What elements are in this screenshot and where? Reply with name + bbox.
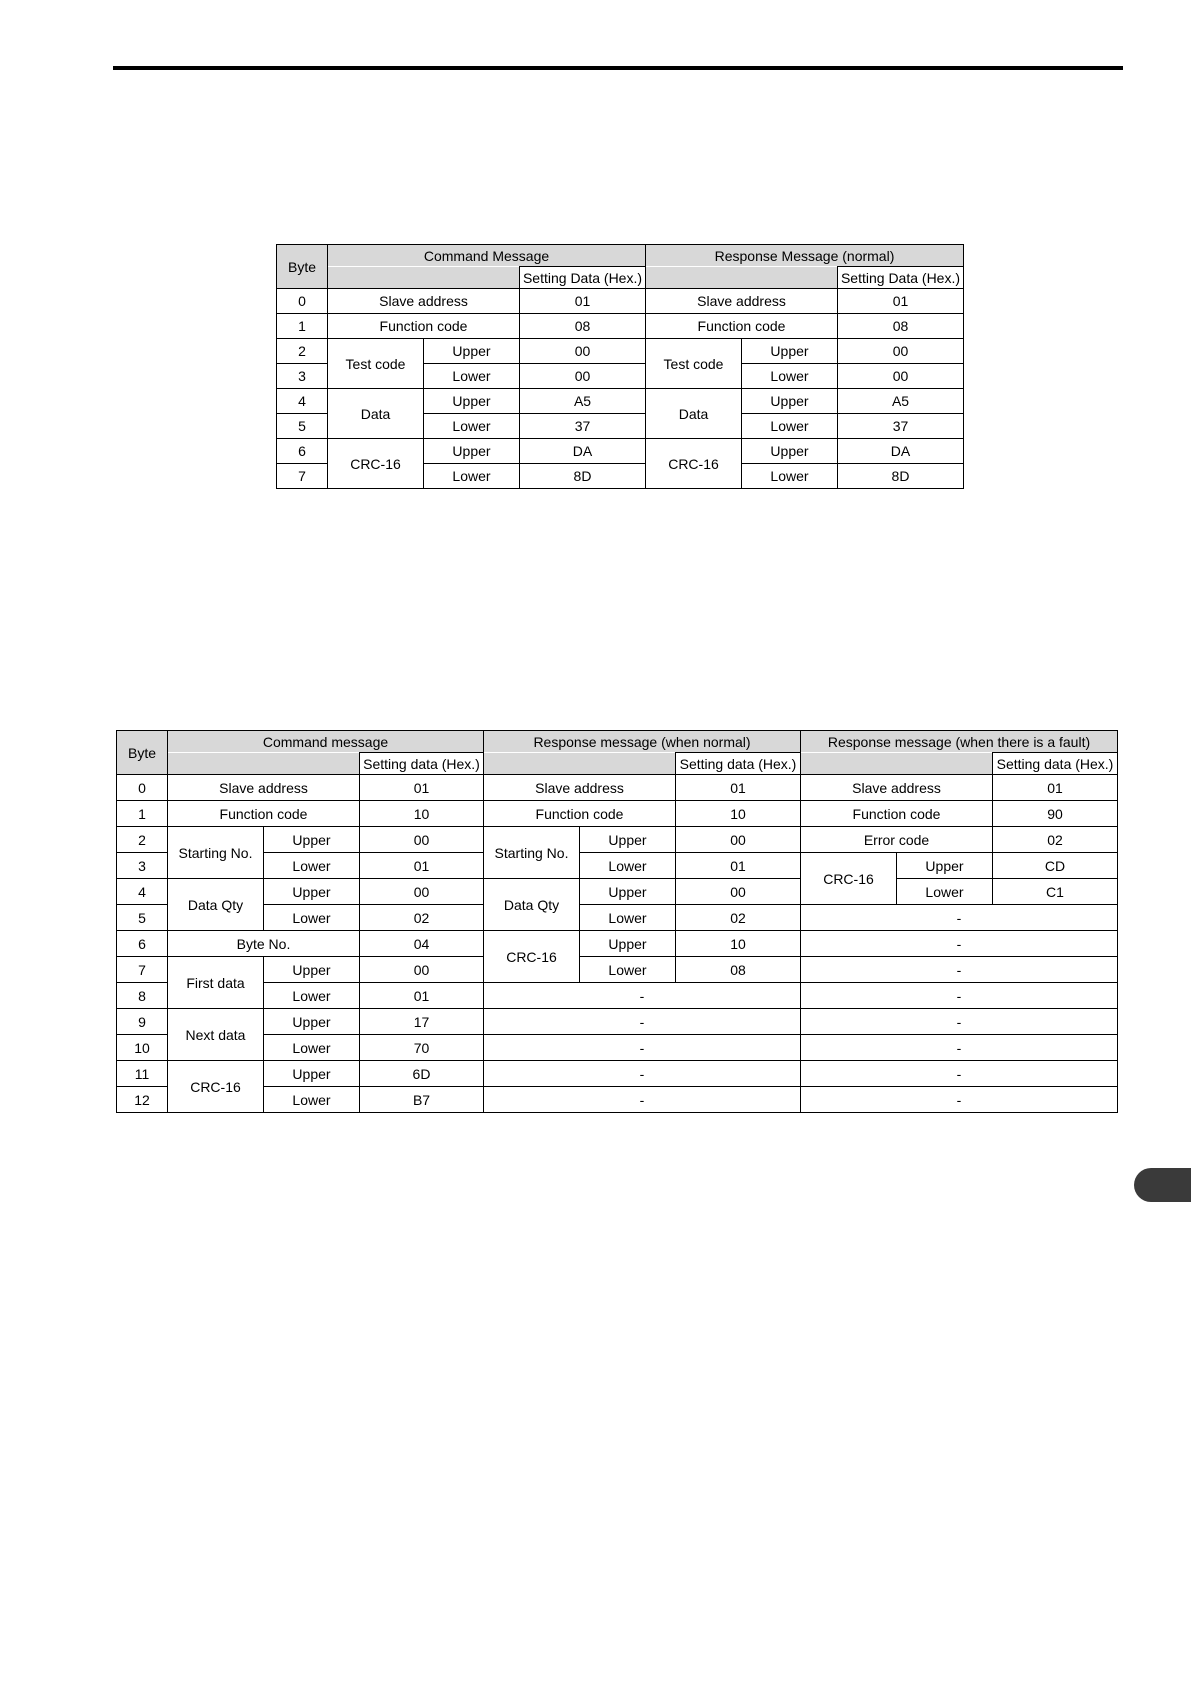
header-normal-setting-data: Setting data (Hex.): [676, 753, 801, 775]
cmd-value-cell: 02: [360, 905, 484, 931]
header-response-setting-data: Setting Data (Hex.): [838, 267, 964, 289]
cmd-part-cell: Lower: [264, 853, 360, 879]
norm-part-cell: Lower: [580, 905, 676, 931]
byte-cell: 2: [117, 827, 168, 853]
norm-value-cell: 00: [676, 827, 801, 853]
cmd-part-cell: Lower: [424, 464, 520, 489]
fault-value-cell: CD: [993, 853, 1118, 879]
fault-part-cell: Lower: [897, 879, 993, 905]
fault-dash-cell: -: [801, 931, 1118, 957]
norm-label-cell: Function code: [484, 801, 676, 827]
table-row: [277, 339, 964, 364]
byte-cell: 5: [277, 414, 328, 439]
table-row: [117, 853, 1118, 879]
cmd-value-cell: 00: [360, 879, 484, 905]
cmd-value-cell: 70: [360, 1035, 484, 1061]
byte-cell: 3: [277, 364, 328, 389]
resp-label-cell: Slave address: [646, 289, 838, 314]
cmd-label-cell: Slave address: [328, 289, 520, 314]
norm-dash-cell: -: [484, 983, 801, 1009]
byte-cell: 6: [117, 931, 168, 957]
byte-cell: 12: [117, 1087, 168, 1113]
header-byte: Byte: [277, 245, 328, 289]
resp-part-cell: Upper: [742, 339, 838, 364]
header-byte: Byte: [117, 731, 168, 775]
resp-value-cell: 00: [838, 364, 964, 389]
header-command-spacer: [328, 267, 520, 289]
fault-value-cell: 90: [993, 801, 1118, 827]
header-command-message: Command Message: [328, 245, 646, 267]
cmd-value-cell: 01: [360, 853, 484, 879]
cmd-part-cell: Upper: [424, 389, 520, 414]
table-row: [277, 389, 964, 414]
norm-part-cell: Lower: [580, 853, 676, 879]
norm-part-cell: Upper: [580, 931, 676, 957]
cmd-value-cell: 10: [360, 801, 484, 827]
header-response-fault: Response message (when there is a fault): [801, 731, 1118, 753]
table-row: [117, 1061, 1118, 1087]
chapter-tab: [1134, 1168, 1191, 1202]
cmd-label-cell: Slave address: [168, 775, 360, 801]
fault-label-cell: Slave address: [801, 775, 993, 801]
byte-cell: 1: [117, 801, 168, 827]
cmd-part-cell: Lower: [264, 1035, 360, 1061]
cmd-label-cell: Function code: [168, 801, 360, 827]
resp-value-cell: A5: [838, 389, 964, 414]
resp-part-cell: Lower: [742, 364, 838, 389]
norm-group-cell: CRC-16: [484, 931, 580, 983]
table-row: [117, 1009, 1118, 1035]
norm-value-cell: 01: [676, 775, 801, 801]
norm-value-cell: 08: [676, 957, 801, 983]
cmd-value-cell: 6D: [360, 1061, 484, 1087]
byte-cell: 8: [117, 983, 168, 1009]
fault-dash-cell: -: [801, 1061, 1118, 1087]
header-response-spacer: [646, 267, 838, 289]
cmd-value-cell: A5: [520, 389, 646, 414]
cmd-part-cell: Upper: [264, 827, 360, 853]
header-command-message: Command message: [168, 731, 484, 753]
norm-dash-cell: -: [484, 1061, 801, 1087]
cmd-part-cell: Upper: [264, 1061, 360, 1087]
fault-dash-cell: -: [801, 1009, 1118, 1035]
resp-part-cell: Upper: [742, 439, 838, 464]
header-fault-setting-data: Setting data (Hex.): [993, 753, 1118, 775]
cmd-group-cell: Data Qty: [168, 879, 264, 931]
byte-cell: 6: [277, 439, 328, 464]
header-response-message: Response Message (normal): [646, 245, 964, 267]
cmd-value-cell: 08: [520, 314, 646, 339]
cmd-group-cell: Test code: [328, 339, 424, 389]
table-row: [117, 1035, 1118, 1061]
cmd-group-cell: CRC-16: [168, 1061, 264, 1113]
cmd-value-cell: 00: [520, 339, 646, 364]
cmd-group-cell: Next data: [168, 1009, 264, 1061]
norm-dash-cell: -: [484, 1009, 801, 1035]
resp-group-cell: Data: [646, 389, 742, 439]
byte-cell: 0: [277, 289, 328, 314]
norm-dash-cell: -: [484, 1035, 801, 1061]
byte-cell: 4: [117, 879, 168, 905]
write-message-table: [116, 730, 1118, 1113]
fault-dash-cell: -: [801, 905, 1118, 931]
norm-value-cell: 01: [676, 853, 801, 879]
cmd-part-cell: Lower: [264, 905, 360, 931]
cmd-part-cell: Upper: [424, 339, 520, 364]
cmd-value-cell: 17: [360, 1009, 484, 1035]
cmd-part-cell: Upper: [264, 879, 360, 905]
resp-value-cell: 37: [838, 414, 964, 439]
cmd-value-cell: 01: [520, 289, 646, 314]
norm-label-cell: Slave address: [484, 775, 676, 801]
header-fault-spacer: [801, 753, 993, 775]
resp-value-cell: 01: [838, 289, 964, 314]
fault-label-cell: Function code: [801, 801, 993, 827]
cmd-part-cell: Lower: [424, 364, 520, 389]
resp-value-cell: 8D: [838, 464, 964, 489]
cmd-value-cell: 04: [360, 931, 484, 957]
cmd-label-cell: Byte No.: [168, 931, 360, 957]
cmd-part-cell: Lower: [264, 983, 360, 1009]
norm-dash-cell: -: [484, 1087, 801, 1113]
table-row: [277, 289, 964, 314]
fault-value-cell: C1: [993, 879, 1118, 905]
fault-group-cell: CRC-16: [801, 853, 897, 905]
fault-dash-cell: -: [801, 983, 1118, 1009]
table-row: [117, 827, 1118, 853]
norm-part-cell: Lower: [580, 957, 676, 983]
byte-cell: 3: [117, 853, 168, 879]
cmd-value-cell: 01: [360, 983, 484, 1009]
norm-value-cell: 10: [676, 801, 801, 827]
cmd-part-cell: Lower: [264, 1087, 360, 1113]
norm-part-cell: Upper: [580, 827, 676, 853]
header-command-setting-data: Setting data (Hex.): [360, 753, 484, 775]
cmd-group-cell: Starting No.: [168, 827, 264, 879]
norm-part-cell: Upper: [580, 879, 676, 905]
byte-cell: 0: [117, 775, 168, 801]
header-command-spacer: [168, 753, 360, 775]
table-row: [117, 957, 1118, 983]
table-row: [117, 983, 1118, 1009]
cmd-value-cell: 8D: [520, 464, 646, 489]
resp-group-cell: Test code: [646, 339, 742, 389]
byte-cell: 7: [117, 957, 168, 983]
fault-dash-cell: -: [801, 1035, 1118, 1061]
cmd-value-cell: 01: [360, 775, 484, 801]
header-command-setting-data: Setting Data (Hex.): [520, 267, 646, 289]
cmd-value-cell: DA: [520, 439, 646, 464]
byte-cell: 2: [277, 339, 328, 364]
header-normal-spacer: [484, 753, 676, 775]
byte-cell: 10: [117, 1035, 168, 1061]
cmd-value-cell: B7: [360, 1087, 484, 1113]
resp-part-cell: Lower: [742, 414, 838, 439]
norm-value-cell: 00: [676, 879, 801, 905]
norm-group-cell: Starting No.: [484, 827, 580, 879]
byte-cell: 1: [277, 314, 328, 339]
cmd-part-cell: Upper: [424, 439, 520, 464]
cmd-group-cell: First data: [168, 957, 264, 1009]
cmd-part-cell: Lower: [424, 414, 520, 439]
cmd-part-cell: Upper: [264, 1009, 360, 1035]
cmd-value-cell: 00: [360, 827, 484, 853]
cmd-value-cell: 00: [360, 957, 484, 983]
resp-part-cell: Lower: [742, 464, 838, 489]
cmd-value-cell: 00: [520, 364, 646, 389]
table-row: [117, 931, 1118, 957]
byte-cell: 11: [117, 1061, 168, 1087]
fault-value-cell: 02: [993, 827, 1118, 853]
resp-group-cell: CRC-16: [646, 439, 742, 489]
byte-cell: 5: [117, 905, 168, 931]
resp-value-cell: 00: [838, 339, 964, 364]
norm-group-cell: Data Qty: [484, 879, 580, 931]
cmd-group-cell: Data: [328, 389, 424, 439]
byte-cell: 7: [277, 464, 328, 489]
table-row: [277, 314, 964, 339]
table-row: [117, 775, 1118, 801]
loopback-message-table: [276, 244, 964, 489]
fault-dash-cell: -: [801, 1087, 1118, 1113]
table-row: [277, 439, 964, 464]
table-row: [117, 801, 1118, 827]
resp-label-cell: Function code: [646, 314, 838, 339]
norm-value-cell: 02: [676, 905, 801, 931]
cmd-part-cell: Upper: [264, 957, 360, 983]
fault-label-cell: Error code: [801, 827, 993, 853]
resp-part-cell: Upper: [742, 389, 838, 414]
cmd-value-cell: 37: [520, 414, 646, 439]
header-response-normal: Response message (when normal): [484, 731, 801, 753]
resp-value-cell: 08: [838, 314, 964, 339]
resp-value-cell: DA: [838, 439, 964, 464]
table-row: [117, 1087, 1118, 1113]
norm-value-cell: 10: [676, 931, 801, 957]
fault-part-cell: Upper: [897, 853, 993, 879]
header-rule: [113, 66, 1123, 70]
fault-value-cell: 01: [993, 775, 1118, 801]
byte-cell: 9: [117, 1009, 168, 1035]
cmd-label-cell: Function code: [328, 314, 520, 339]
fault-dash-cell: -: [801, 957, 1118, 983]
table-row: [117, 905, 1118, 931]
byte-cell: 4: [277, 389, 328, 414]
cmd-group-cell: CRC-16: [328, 439, 424, 489]
table-row: [117, 879, 1118, 905]
